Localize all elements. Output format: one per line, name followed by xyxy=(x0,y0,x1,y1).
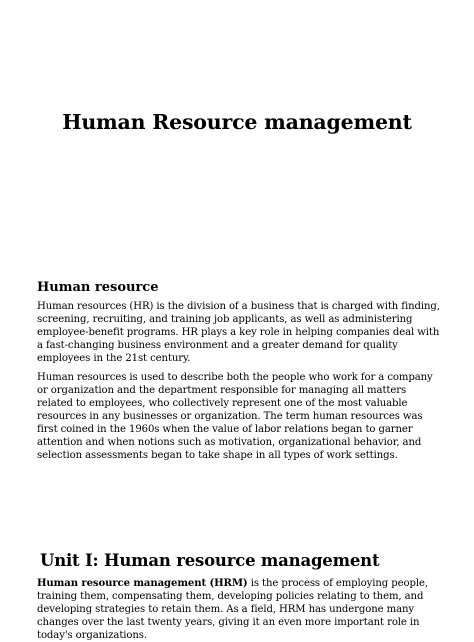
paragraph-hrm-definition xyxy=(37,577,441,642)
paragraph-hr-description: Human resources is used to describe both the people who work for a company or organization and the department responsible for managing all matters related to employees, who collectively represent one of the most valuable resources in any businesses or organization. The term human resources was first coined in the 1960s when the value of labor relations began to garner attention and when notions such as motivation, organizational behavior, and selection assessments began to take shape in all types of work settings. xyxy=(37,372,433,461)
hrm-term: Human resource management (HRM) xyxy=(37,578,248,589)
unit-heading: Unit I: Human resource management xyxy=(40,551,380,570)
paragraph-hr-definition: Human resources (HR) is the division of a business that is charged with finding, screening, recruiting, and training job applicants, as well as administering employee-benefit programs. HR plays a key role in helping companies deal with a fast-changing business environment and a greater demand for quality employees in the 21st century. xyxy=(37,301,440,364)
document-title: Human Resource management xyxy=(62,110,412,134)
hrm-definition-text: is the process of employing people, training them, compensating them, developing policies relating to them, and developing strategies to retain them. As a field, HRM has undergone many changes over the last twenty years, giving it an even more important role in today's organizations. xyxy=(37,578,428,641)
section-heading-human-resource: Human resource xyxy=(37,280,159,295)
